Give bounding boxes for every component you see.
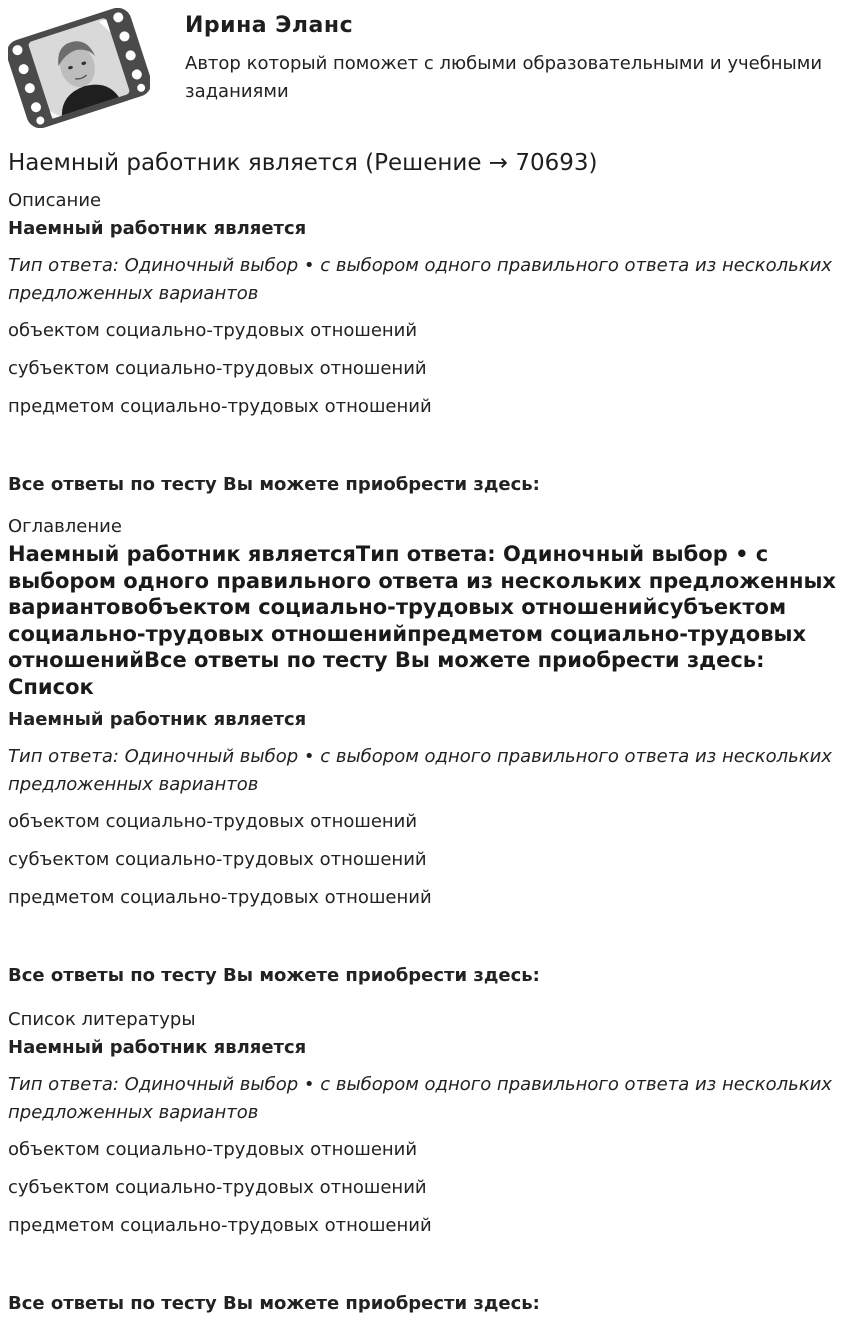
buy-note: Все ответы по тесту Вы можете приобрести здесь: bbox=[8, 965, 540, 986]
answer-type: Тип ответа: Одиночный выбор • с выбором одного правильного ответа из нескольких предложенных вариантов bbox=[8, 255, 832, 304]
question-title: Наемный работник является bbox=[8, 1037, 307, 1058]
question-title: Наемный работник является bbox=[8, 709, 307, 730]
author-description: Автор который поможет с любыми образовательными и учебными заданиями bbox=[185, 53, 823, 102]
answer-type: Тип ответа: Одиночный выбор • с выбором одного правильного ответа из нескольких предложенных вариантов bbox=[8, 746, 832, 795]
answer-option: объектом социально-трудовых отношений bbox=[8, 320, 418, 341]
question-title: Наемный работник является bbox=[8, 218, 307, 239]
description-section bbox=[8, 189, 839, 497]
answer-type: Тип ответа: Одиночный выбор • с выбором одного правильного ответа из нескольких предложенных вариантов bbox=[8, 1074, 832, 1123]
answer-option: предметом социально-трудовых отношений bbox=[8, 396, 432, 417]
answer-option: субъектом социально-трудовых отношений bbox=[8, 358, 427, 379]
author-name: Ирина Эланс bbox=[185, 13, 354, 38]
answer-option: субъектом социально-трудовых отношений bbox=[8, 849, 427, 870]
toc-section bbox=[8, 515, 839, 988]
toc-summary: Наемный работник являетсяТип ответа: Одиночный выбор • с выбором одного правильного ответа из нескольких предложенных вариантовобъектом социально-трудовых отношенийсубъектом социально-трудовых отношенийпредметом социально-трудовых отношенийВсе ответы по тесту Вы можете приобрести здесь: Список bbox=[8, 542, 836, 699]
answer-option: субъектом социально-трудовых отношений bbox=[8, 1177, 427, 1198]
answer-option: предметом социально-трудовых отношений bbox=[8, 887, 432, 908]
buy-note: Все ответы по тесту Вы можете приобрести здесь: bbox=[8, 474, 540, 495]
section-heading-literature: Список литературы bbox=[8, 1009, 196, 1030]
section-heading-description: Описание bbox=[8, 190, 102, 211]
buy-note: Все ответы по тесту Вы можете приобрести здесь: bbox=[8, 1293, 540, 1314]
section-heading-toc: Оглавление bbox=[8, 516, 122, 537]
answer-option: объектом социально-трудовых отношений bbox=[8, 1139, 418, 1160]
literature-section bbox=[8, 1008, 839, 1316]
film-reel-avatar-icon bbox=[8, 8, 150, 128]
answer-option: предметом социально-трудовых отношений bbox=[8, 1215, 432, 1236]
answer-option: объектом социально-трудовых отношений bbox=[8, 811, 418, 832]
page bbox=[8, 8, 839, 1314]
author-card bbox=[8, 8, 839, 136]
page-title: Наемный работник является (Решение → 70693) bbox=[8, 150, 598, 176]
